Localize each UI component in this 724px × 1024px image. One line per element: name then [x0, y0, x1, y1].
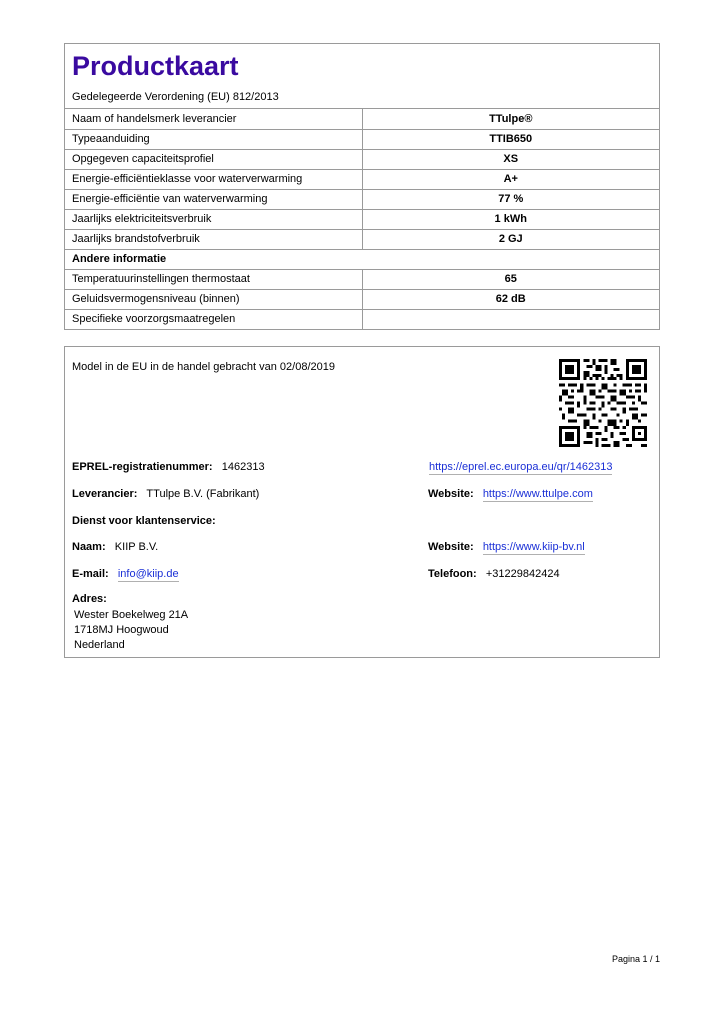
- row-label: Energie-efficiëntie van waterverwarming: [65, 189, 362, 209]
- card-header: [65, 44, 659, 109]
- row-value: 2 GJ: [362, 229, 659, 249]
- row-label: Jaarlijks brandstofverbruik: [65, 229, 362, 249]
- row-label: Naam of handelsmerk leverancier: [65, 109, 362, 129]
- row-label: Temperatuurinstellingen thermostaat: [65, 269, 362, 289]
- service-name-row: [72, 541, 158, 553]
- address-label: Adres:: [72, 593, 107, 605]
- row-value: A+: [362, 169, 659, 189]
- table-row: [65, 109, 659, 129]
- supplier-row: [72, 488, 259, 500]
- supplier-label: Leverancier:: [72, 488, 138, 500]
- phone-row: [428, 568, 560, 580]
- eprel-link[interactable]: https://eprel.ec.europa.eu/qr/1462313: [429, 461, 613, 473]
- page-title: Productkaart: [72, 51, 239, 81]
- eprel-link-wrap: [429, 461, 612, 473]
- row-value: 62 dB: [362, 289, 659, 309]
- email-row: [72, 568, 179, 580]
- phone-value: +31229842424: [485, 568, 560, 580]
- eprel-row: [72, 461, 265, 473]
- section-heading-row: [65, 249, 659, 269]
- table-row: [65, 309, 659, 329]
- row-label: Jaarlijks elektriciteitsverbruik: [65, 209, 362, 229]
- email-link[interactable]: info@kiip.de: [117, 568, 179, 580]
- name-value: KIIP B.V.: [114, 541, 159, 553]
- service-website-row: [428, 541, 585, 553]
- row-label: Typeaanduiding: [65, 129, 362, 149]
- row-value: 65: [362, 269, 659, 289]
- table-row: [65, 209, 659, 229]
- row-label: Specifieke voorzorgsmaatregelen: [65, 309, 362, 329]
- table-row: [65, 129, 659, 149]
- service-website-label: Website:: [428, 541, 474, 553]
- product-card: [64, 43, 660, 330]
- row-label: Opgegeven capaciteitsprofiel: [65, 149, 362, 169]
- table-row: [65, 149, 659, 169]
- service-website-link[interactable]: https://www.kiip-bv.nl: [482, 541, 585, 553]
- service-heading: Dienst voor klantenservice:: [72, 515, 216, 527]
- name-label: Naam:: [72, 541, 106, 553]
- table-row: [65, 269, 659, 289]
- row-value: TTIB650: [362, 129, 659, 149]
- table-row: [65, 169, 659, 189]
- email-label: E-mail:: [72, 568, 109, 580]
- row-value: TTulpe®: [489, 112, 533, 125]
- details-box: [64, 346, 660, 658]
- other-info-heading: Andere informatie: [65, 249, 659, 269]
- table-row: [65, 189, 659, 209]
- table-row: [65, 229, 659, 249]
- supplier-website-link[interactable]: https://www.ttulpe.com: [482, 488, 593, 500]
- model-text: Model in de EU in de handel gebracht van 02/08/2019: [72, 361, 335, 373]
- row-value: [362, 309, 659, 329]
- address-line: Nederland: [74, 639, 125, 651]
- eprel-label: EPREL-registratienummer:: [72, 461, 213, 473]
- regulation-subtitle: Gedelegeerde Verordening (EU) 812/2013: [72, 91, 279, 103]
- supplier-website-row: [428, 488, 593, 500]
- qr-code-icon[interactable]: [559, 359, 647, 447]
- address-block: [74, 608, 188, 653]
- row-label: Geluidsvermogensniveau (binnen): [65, 289, 362, 309]
- row-value: XS: [362, 149, 659, 169]
- row-label: Energie-efficiëntieklasse voor waterverwarming: [65, 169, 362, 189]
- supplier-website-label: Website:: [428, 488, 474, 500]
- row-value: 77 %: [362, 189, 659, 209]
- row-value: 1 kWh: [362, 209, 659, 229]
- address-line: Wester Boekelweg 21A: [74, 609, 189, 621]
- phone-label: Telefoon:: [428, 568, 477, 580]
- table-row: [65, 289, 659, 309]
- eprel-number: 1462313: [221, 461, 265, 473]
- spec-table: [65, 109, 659, 329]
- page-number: Pagina 1 / 1: [611, 954, 660, 964]
- address-line: 1718MJ Hoogwoud: [74, 624, 169, 636]
- supplier-value: TTulpe B.V. (Fabrikant): [146, 488, 260, 500]
